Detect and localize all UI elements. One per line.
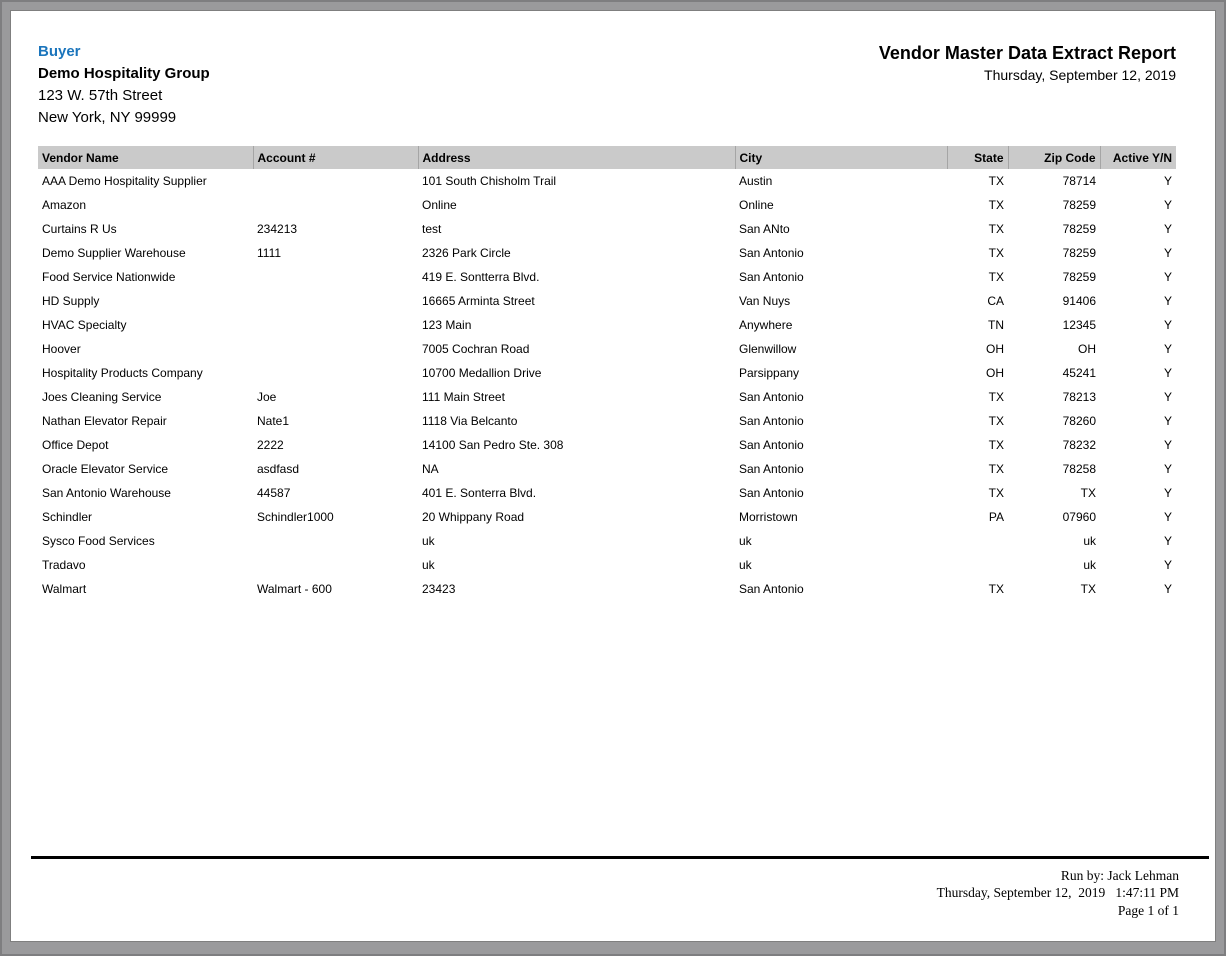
table-row xyxy=(38,313,1176,337)
cell-state xyxy=(947,553,1008,577)
cell-city: Parsippany xyxy=(739,366,800,380)
cell-active: Y xyxy=(1163,246,1172,260)
cell-vendor_name: Joes Cleaning Service xyxy=(42,390,162,404)
cell-state: CA xyxy=(987,294,1004,308)
cell-zip: uk xyxy=(1083,558,1096,572)
buyer-label: Buyer xyxy=(38,43,81,60)
cell-account: 234213 xyxy=(257,222,298,236)
table-row xyxy=(38,433,1176,457)
column-header-vendor_name: Vendor Name xyxy=(38,146,253,169)
report-title: Vendor Master Data Extract Report xyxy=(878,43,1176,63)
cell-address: NA xyxy=(422,462,439,476)
cell-city: San Antonio xyxy=(739,582,804,596)
cell-state: TX xyxy=(988,246,1004,260)
cell-zip: 78259 xyxy=(1062,222,1096,236)
cell-state: TX xyxy=(988,222,1004,236)
cell-account xyxy=(253,193,418,217)
cell-state: TX xyxy=(988,198,1004,212)
cell-address: 101 South Chisholm Trail xyxy=(422,174,557,188)
buyer-address-line1: 123 W. 57th Street xyxy=(38,87,163,104)
cell-state: TX xyxy=(988,462,1004,476)
cell-account: 2222 xyxy=(257,438,284,452)
cell-vendor_name: Demo Supplier Warehouse xyxy=(42,246,186,260)
cell-account: Walmart - 600 xyxy=(257,582,332,596)
cell-zip: 78259 xyxy=(1062,198,1096,212)
cell-state: TX xyxy=(988,582,1004,596)
cell-city: uk xyxy=(739,558,752,572)
table-row xyxy=(38,385,1176,409)
table-row xyxy=(38,481,1176,505)
cell-active: Y xyxy=(1163,510,1172,524)
footer-run-by: Run by: Jack Lehman xyxy=(1060,867,1179,883)
cell-address: 419 E. Sontterra Blvd. xyxy=(422,270,540,284)
cell-account xyxy=(253,337,418,361)
cell-state: PA xyxy=(988,510,1004,524)
cell-address: 401 E. Sonterra Blvd. xyxy=(422,486,537,500)
cell-state: TX xyxy=(988,486,1004,500)
cell-zip: 78714 xyxy=(1062,174,1096,188)
column-header-account: Account # xyxy=(253,146,418,169)
vendor-table xyxy=(38,146,1176,601)
table-row xyxy=(38,553,1176,577)
report-footer xyxy=(31,856,1209,920)
cell-city: San Antonio xyxy=(739,390,804,404)
cell-vendor_name: AAA Demo Hospitality Supplier xyxy=(42,174,207,188)
cell-active: Y xyxy=(1163,558,1172,572)
cell-zip: TX xyxy=(1080,486,1096,500)
cell-vendor_name: Hospitality Products Company xyxy=(42,366,203,380)
cell-city: uk xyxy=(739,534,752,548)
cell-address: 23423 xyxy=(422,582,456,596)
table-row xyxy=(38,361,1176,385)
cell-city: Glenwillow xyxy=(739,342,797,356)
cell-active: Y xyxy=(1163,462,1172,476)
cell-vendor_name: Office Depot xyxy=(42,438,109,452)
buyer-block xyxy=(38,41,210,129)
cell-active: Y xyxy=(1163,294,1172,308)
cell-address: test xyxy=(422,222,442,236)
cell-vendor_name: Food Service Nationwide xyxy=(42,270,176,284)
cell-zip: uk xyxy=(1083,534,1096,548)
cell-state: TX xyxy=(988,390,1004,404)
footer-divider xyxy=(31,856,1209,859)
cell-city: San Antonio xyxy=(739,438,804,452)
cell-active: Y xyxy=(1163,486,1172,500)
cell-active: Y xyxy=(1163,270,1172,284)
cell-active: Y xyxy=(1163,390,1172,404)
cell-zip: 78259 xyxy=(1062,246,1096,260)
cell-account xyxy=(253,529,418,553)
cell-zip: OH xyxy=(1078,342,1096,356)
cell-city: San Antonio xyxy=(739,486,804,500)
cell-state: TN xyxy=(988,318,1004,332)
table-row xyxy=(38,337,1176,361)
cell-address: 20 Whippany Road xyxy=(422,510,525,524)
cell-state xyxy=(947,529,1008,553)
cell-vendor_name: Curtains R Us xyxy=(42,222,117,236)
table-row xyxy=(38,217,1176,241)
cell-account: Nate1 xyxy=(257,414,290,428)
cell-vendor_name: HVAC Specialty xyxy=(42,318,127,332)
table-row xyxy=(38,289,1176,313)
cell-account xyxy=(253,553,418,577)
cell-address: uk xyxy=(422,558,435,572)
cell-city: San Antonio xyxy=(739,414,804,428)
cell-account: Schindler1000 xyxy=(257,510,334,524)
column-header-state: State xyxy=(947,146,1008,169)
table-row xyxy=(38,457,1176,481)
cell-active: Y xyxy=(1163,342,1172,356)
cell-address: 16665 Arminta Street xyxy=(422,294,535,308)
cell-address: 14100 San Pedro Ste. 308 xyxy=(422,438,564,452)
cell-vendor_name: Walmart xyxy=(42,582,87,596)
column-header-address: Address xyxy=(418,146,735,169)
cell-account: 44587 xyxy=(257,486,291,500)
cell-city: San Antonio xyxy=(739,462,804,476)
cell-account xyxy=(253,169,418,193)
cell-city: San Antonio xyxy=(739,270,804,284)
cell-account: 1111 xyxy=(257,246,282,260)
cell-zip: 78258 xyxy=(1062,462,1096,476)
cell-address: 123 Main xyxy=(422,318,472,332)
cell-active: Y xyxy=(1163,174,1172,188)
report-header xyxy=(38,11,1176,129)
cell-city: San ANto xyxy=(739,222,790,236)
footer-page-info: Page 1 of 1 xyxy=(1117,902,1179,918)
cell-account xyxy=(253,313,418,337)
cell-account xyxy=(253,265,418,289)
cell-zip: 07960 xyxy=(1062,510,1096,524)
cell-active: Y xyxy=(1163,222,1172,236)
column-header-active: Active Y/N xyxy=(1100,146,1176,169)
table-row xyxy=(38,193,1176,217)
table-row xyxy=(38,169,1176,193)
cell-state: TX xyxy=(988,270,1004,284)
cell-active: Y xyxy=(1163,318,1172,332)
cell-vendor_name: HD Supply xyxy=(42,294,100,308)
cell-vendor_name: Tradavo xyxy=(42,558,86,572)
cell-active: Y xyxy=(1163,582,1172,596)
table-row xyxy=(38,529,1176,553)
cell-state: TX xyxy=(988,174,1004,188)
cell-city: Austin xyxy=(739,174,773,188)
cell-zip: 78232 xyxy=(1062,438,1096,452)
cell-zip: 12345 xyxy=(1062,318,1096,332)
cell-vendor_name: Nathan Elevator Repair xyxy=(42,414,167,428)
vendor-table-header-row xyxy=(38,146,1176,169)
cell-city: San Antonio xyxy=(739,246,804,260)
cell-active: Y xyxy=(1163,366,1172,380)
title-block xyxy=(879,41,1176,85)
table-row xyxy=(38,505,1176,529)
cell-state: TX xyxy=(988,414,1004,428)
report-page xyxy=(10,10,1216,942)
cell-zip: 78259 xyxy=(1062,270,1096,284)
cell-state: OH xyxy=(986,366,1004,380)
footer-datetime: Thursday, September 12, 2019 1:47:11 PM xyxy=(936,885,1179,900)
buyer-name: Demo Hospitality Group xyxy=(38,65,210,82)
cell-address: 10700 Medallion Drive xyxy=(422,366,542,380)
cell-address: Online xyxy=(422,198,457,212)
cell-account: asdfasd xyxy=(257,462,300,476)
cell-address: 111 Main Street xyxy=(422,390,505,404)
cell-account xyxy=(253,289,418,313)
cell-vendor_name: Amazon xyxy=(42,198,87,212)
cell-active: Y xyxy=(1163,438,1172,452)
cell-zip: 78213 xyxy=(1062,390,1096,404)
cell-address: 1118 Via Belcanto xyxy=(422,414,518,428)
cell-address: uk xyxy=(422,534,435,548)
cell-zip: 45241 xyxy=(1062,366,1096,380)
cell-city: Van Nuys xyxy=(739,294,791,308)
table-row xyxy=(38,241,1176,265)
cell-vendor_name: Schindler xyxy=(42,510,93,524)
cell-address: 7005 Cochran Road xyxy=(422,342,530,356)
cell-active: Y xyxy=(1163,534,1172,548)
cell-vendor_name: Hoover xyxy=(42,342,81,356)
cell-active: Y xyxy=(1163,414,1172,428)
table-row xyxy=(38,409,1176,433)
cell-account xyxy=(253,361,418,385)
column-header-zip: Zip Code xyxy=(1008,146,1100,169)
cell-zip: 91406 xyxy=(1062,294,1096,308)
report-date: Thursday, September 12, 2019 xyxy=(984,67,1176,83)
cell-active: Y xyxy=(1163,198,1172,212)
cell-state: TX xyxy=(988,438,1004,452)
cell-vendor_name: Oracle Elevator Service xyxy=(42,462,169,476)
vendor-table-body xyxy=(38,169,1176,601)
cell-address: 2326 Park Circle xyxy=(422,246,511,260)
cell-city: Morristown xyxy=(739,510,798,524)
cell-zip: TX xyxy=(1080,582,1096,596)
cell-vendor_name: San Antonio Warehouse xyxy=(42,486,171,500)
cell-account: Joe xyxy=(257,390,277,404)
cell-state: OH xyxy=(986,342,1004,356)
table-row xyxy=(38,265,1176,289)
cell-vendor_name: Sysco Food Services xyxy=(42,534,155,548)
table-row xyxy=(38,577,1176,601)
buyer-address-line2: New York, NY 99999 xyxy=(38,109,177,126)
cell-city: Anywhere xyxy=(739,318,793,332)
cell-city: Online xyxy=(739,198,774,212)
column-header-city: City xyxy=(735,146,947,169)
cell-zip: 78260 xyxy=(1062,414,1096,428)
